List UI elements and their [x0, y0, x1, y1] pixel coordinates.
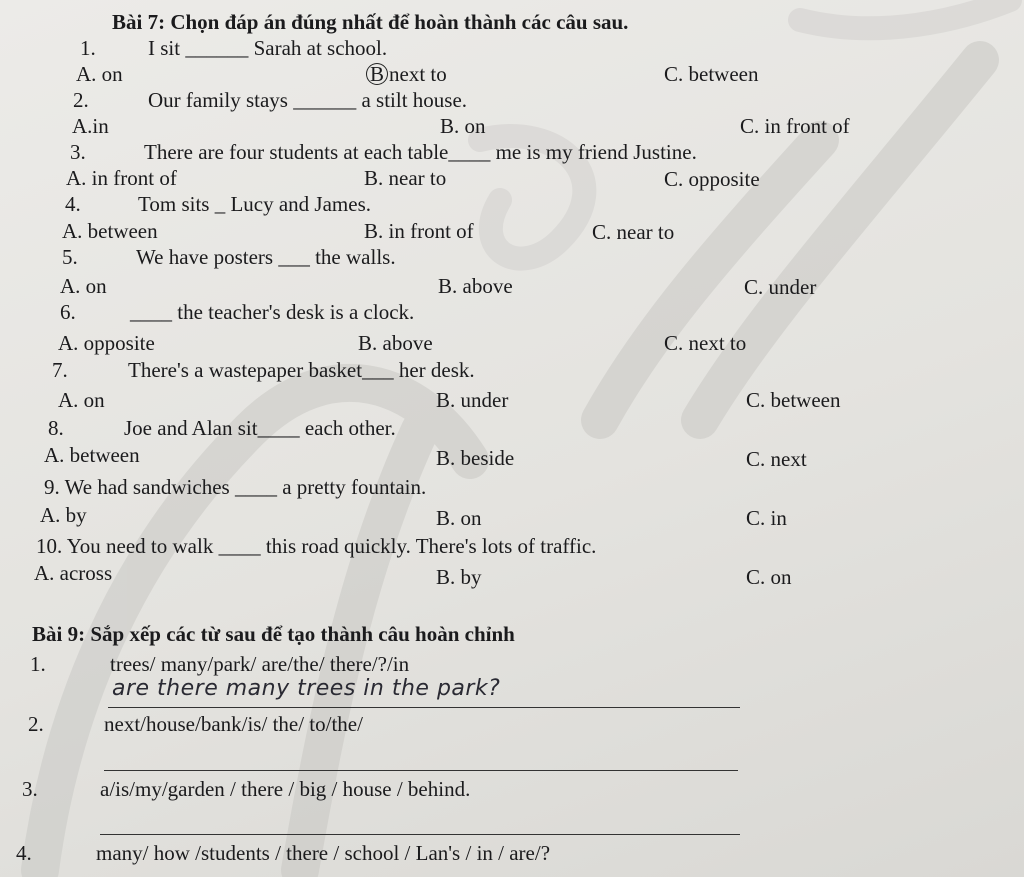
question-2-option-a: A.in: [72, 114, 109, 138]
question-4-option-c: C. near to: [592, 220, 675, 244]
question-4-number: 4.: [65, 192, 81, 216]
item-3-number: 3.: [22, 777, 38, 801]
question-7-text: There's a wastepaper basket___ her desk.: [128, 358, 475, 382]
item-3-words: a/is/my/garden / there / big / house / behind.: [100, 777, 471, 801]
item-1-handwritten-answer: are there many trees in the park?: [112, 676, 501, 701]
question-10-text: 10. You need to walk ____ this road quickly. There's lots of traffic.: [36, 534, 597, 558]
question-10-option-a: A. across: [34, 561, 113, 585]
question-1-option-a: A. on: [76, 62, 123, 86]
question-5-number: 5.: [62, 245, 78, 269]
item-3-answer-line: [100, 834, 740, 835]
question-5-text: We have posters ___ the walls.: [136, 245, 396, 269]
item-1-number: 1.: [30, 652, 46, 676]
question-2-option-b: B. on: [440, 114, 486, 138]
question-4-text: Tom sits _ Lucy and James.: [138, 192, 371, 216]
question-9-option-a: A. by: [40, 503, 87, 527]
item-2-words: next/house/bank/is/ the/ to/the/: [104, 712, 363, 736]
question-8-option-b: B. beside: [436, 446, 515, 470]
exercise-7-heading: Bài 7: Chọn đáp án đúng nhất để hoàn thành các câu sau.: [112, 10, 629, 34]
question-3-option-c: C. opposite: [664, 167, 760, 191]
circled-answer-mark: B: [366, 63, 388, 85]
question-4-option-a: A. between: [62, 219, 158, 243]
question-5-option-b: B. above: [438, 274, 513, 298]
question-7-option-a: A. on: [58, 388, 105, 412]
question-1-text: I sit ______ Sarah at school.: [148, 36, 388, 60]
question-4-option-b: B. in front of: [364, 219, 474, 243]
question-6-option-b: B. above: [358, 331, 433, 355]
item-4-words: many/ how /students / there / school / Lan's / in / are/?: [96, 841, 551, 865]
item-1-answer-line: [108, 707, 740, 708]
question-8-option-c: C. next: [746, 447, 807, 471]
question-1-option-b-text: next to: [389, 62, 447, 86]
question-2-number: 2.: [73, 88, 89, 112]
item-1-words: trees/ many/park/ are/the/ there/?/in: [110, 652, 410, 676]
question-9-option-b: B. on: [436, 506, 482, 530]
question-9-text: 9. We had sandwiches ____ a pretty fountain.: [44, 475, 427, 499]
question-3-option-b: B. near to: [364, 166, 447, 190]
question-1-number: 1.: [80, 36, 96, 60]
item-2-answer-line: [104, 770, 738, 771]
question-6-option-c: C. next to: [664, 331, 747, 355]
question-7-option-b: B. under: [436, 388, 509, 412]
question-6-option-a: A. opposite: [58, 331, 155, 355]
question-6-text: ____ the teacher's desk is a clock.: [130, 300, 415, 324]
item-2-number: 2.: [28, 712, 44, 736]
question-3-option-a: A. in front of: [66, 166, 177, 190]
question-5-option-a: A. on: [60, 274, 107, 298]
question-6-number: 6.: [60, 300, 76, 324]
question-10-option-b: B. by: [436, 565, 482, 589]
question-2-text: Our family stays ______ a stilt house.: [148, 88, 468, 112]
question-8-text: Joe and Alan sit____ each other.: [124, 416, 396, 440]
question-8-option-a: A. between: [44, 443, 140, 467]
question-7-option-c: C. between: [746, 388, 841, 412]
question-1-option-b: [366, 63, 447, 85]
question-10-option-c: C. on: [746, 565, 792, 589]
item-4-number: 4.: [16, 841, 32, 865]
question-1-option-c: C. between: [664, 62, 759, 86]
question-7-number: 7.: [52, 358, 68, 382]
question-2-option-c: C. in front of: [740, 114, 850, 138]
question-3-number: 3.: [70, 140, 86, 164]
question-3-text: There are four students at each table____ me is my friend Justine.: [144, 140, 697, 164]
question-8-number: 8.: [48, 416, 64, 440]
question-9-option-c: C. in: [746, 506, 787, 530]
question-5-option-c: C. under: [744, 275, 817, 299]
exercise-9-heading: Bài 9: Sắp xếp các từ sau để tạo thành câu hoàn chỉnh: [32, 622, 515, 646]
